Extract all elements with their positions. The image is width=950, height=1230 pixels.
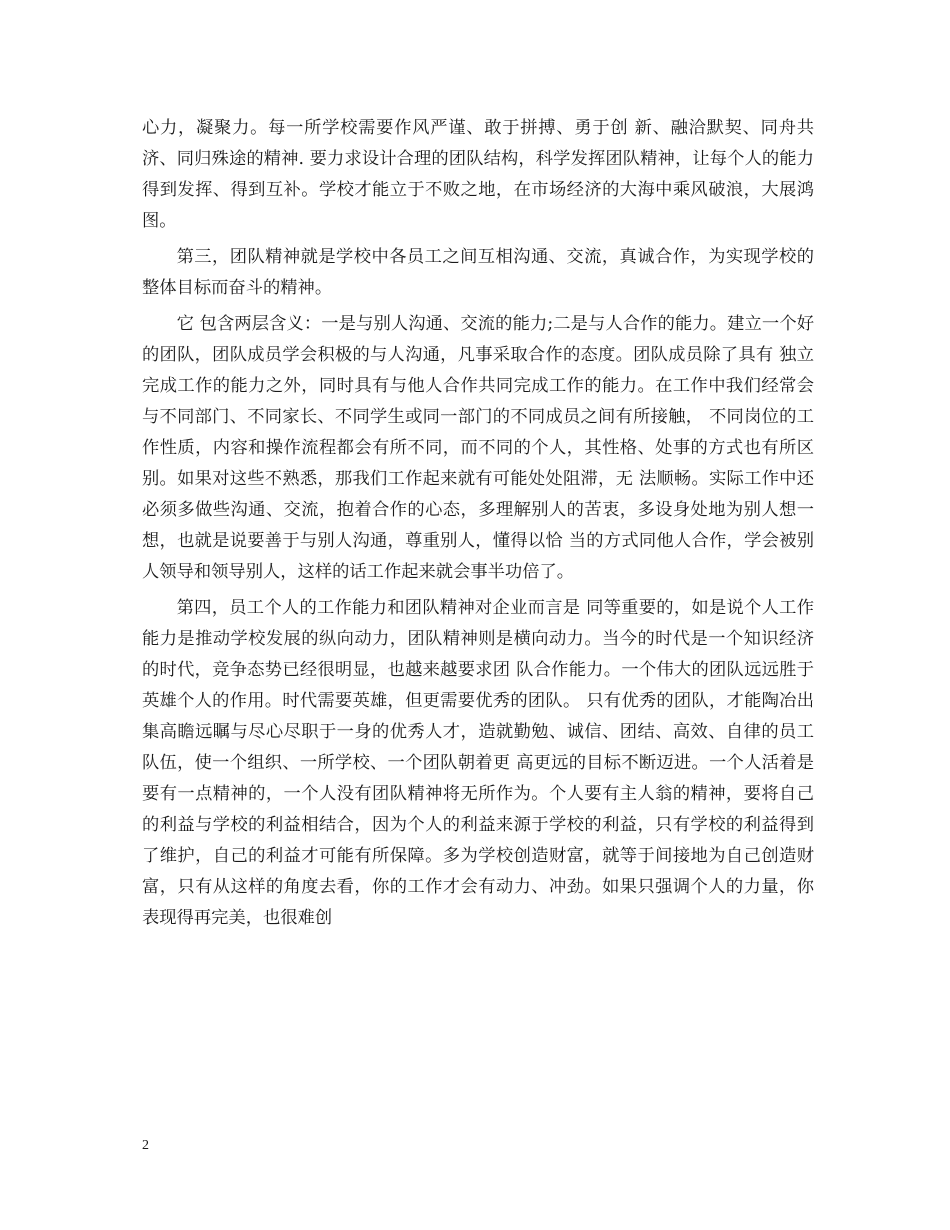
paragraph-third-point: 第三，团队精神就是学校中各员工之间互相沟通、交流，真诚合作，为实现学校的整体目标而奋斗的精神。: [142, 247, 814, 298]
paragraph-fourth-point: 第四，员工个人的工作能力和团队精神对企业而言是 同等重要的，如是说个人工作能力是推动学校发展的纵向动力，团队精神则是横向动力。当今的时代是一个知识经济的时代，竞争态势已经很明显，也越来越要求团 队合作能力。一个伟大的团队远远胜于英雄个人的作用。时代需要英雄，但更需要优秀的团队。 只有优秀的团队，才能陶冶出集高瞻远瞩与尽心尽职于一身的优秀人才，造就勤勉、诚信、团结、高效、自律的员工队伍，使一个组织、一所学校、一个团队朝着更 高更远的目标不断迈进。一个人活着是要有一点精神的，一个人没有团队精神将无所作为。个人要有主人翁的精神，要将自己的利益与学校的利益相结合，因为个人的利益来源于学校的利益，只有学校的利益得到了维护，自己的利益才可能有所保障。多为学校创造财富，就等于间接地为自己创造财富，只有从这样的角度去看，你的工作才会有动力、冲劲。如果只强调个人的力量，你表现得再完美，也很难创: [142, 598, 814, 928]
body-text: [142, 113, 814, 939]
paragraph-two-meanings: 它 包含两层含义：一是与别人沟通、交流的能力;二是与人合作的能力。建立一个好的团队，团队成员学会积极的与人沟通，凡事采取合作的态度。团队成员除了具有 独立完成工作的能力之外，同时具有与他人合作共同完成工作的能力。在工作中我们经常会与不同部门、不同家长、不同学生或同一部门的不同成员之间有所接触， 不同岗位的工作性质，内容和操作流程都会有所不同，而不同的个人，其性格、处事的方式也有所区别。如果对这些不熟悉，那我们工作起来就有可能处处阻滞，无 法顺畅。实际工作中还必须多做些沟通、交流，抱着合作的心态，多理解别人的苦衷，多设身处地为别人想一想，也就是说要善于与别人沟通，尊重别人，懂得以恰 当的方式同他人合作，学会被别人领导和领导别人，这样的话工作起来就会事半功倍了。: [142, 314, 814, 582]
paragraph-continuation: 心力，凝聚力。每一所学校需要作风严谨、敢于拼搏、勇于创 新、融洽默契、同舟共济、同归殊途的精神. 要力求设计合理的团队结构，科学发挥团队精神，让每个人的能力得到发挥、得到互补。学校才能立于不败之地，在市场经济的大海中乘风破浪，大展鸿图。: [142, 118, 814, 231]
page-number: 2: [142, 1138, 149, 1153]
